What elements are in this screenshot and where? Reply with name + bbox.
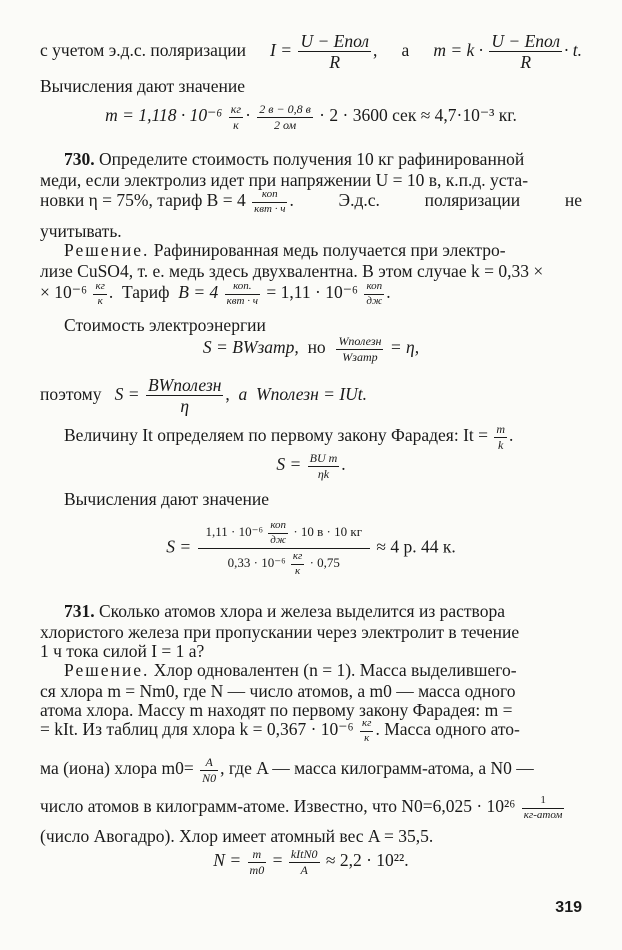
text-line: учитывать.: [40, 221, 122, 241]
fraction: $\frac{2 в - 0,8 в}{2 ом}$: [259, 102, 311, 132]
fraction: $\frac{A}{N0}$: [202, 755, 217, 785]
faraday-line: Величину It определяем по первому закону Фарадея: It = $\frac{m}{k}$ .: [64, 422, 514, 452]
fraction: $\frac{кг}{к}$: [230, 102, 242, 132]
formula-s: S = $\frac{\text{BU m}}{\eta k}$ .: [276, 451, 346, 481]
fraction: $\frac{m}{m0}$: [249, 847, 265, 877]
text-line: Стоимость электроэнергии: [64, 315, 266, 335]
text: · 2 · 3600 сек ≈ 4,7·10⁻³ кг.: [319, 105, 517, 126]
fraction: $\frac{\text{U − Eпол}}{R}$: [300, 31, 370, 73]
fraction: $\frac{\text{коп.}}{\text{квт · ч}}$: [226, 280, 259, 307]
solution-731-line6: число атомов в килограмм-атоме. Известно, что N0=6,025 · 10²⁶ $\frac{1}{\text{кг-атом}}$: [40, 794, 563, 821]
problem-730-line1: 730. Определите стоимость получения 10 кг рафинированной: [64, 149, 525, 169]
fraction: $\frac{кг}{к}$: [362, 717, 372, 744]
text-line: Вычисления дают значение: [40, 76, 245, 96]
formula: I =: [270, 39, 293, 60]
solution-731-line2: ся хлора m = Nm0, где N — число атомов, a m0 — масса одного: [40, 681, 516, 701]
solution-730-line2: лизе CuSO4, т. е. медь здесь двухвалентна. В этом случае k = 0,33 ×: [40, 261, 544, 281]
problem-731-line3: 1 ч тока силой I = 1 а?: [40, 641, 205, 661]
formula-mass: m = 1,118 · 10⁻⁶ $\frac{кг}{к}$ · $\frac{2 в - 0,8 в}{2 ом}$ · 2 · 3600 сек ≈ 4,7·10⁻³ кг.: [105, 102, 517, 132]
text: с учетом э.д.с. поляризации: [40, 39, 246, 60]
fraction: $\frac{\text{kItN0}}{A}$: [290, 847, 318, 877]
formula-therefore: поэтому S = $\frac{\text{BWполезн}}{\eta}$ , а Wполезн = IUt.: [40, 375, 368, 417]
fraction: $\frac{\text{U − Eпол}}{R}$: [491, 31, 560, 73]
problem-730-line3: новки η = 75%, тариф B = 4 $\frac{\text{коп}}{\text{квт · ч}}$ . Э.д.с. поляризации не: [40, 188, 582, 215]
fraction: $\frac{\text{коп}}{дж}$: [270, 519, 287, 546]
solution-731-line5: ма (иона) хлора m0= $\frac{A}{N0}$ , где A — масса килограмм-атома, а N0 —: [40, 755, 534, 785]
problem-731-line2: хлористого железа при пропускании через электролит в течение: [40, 622, 520, 642]
formula-n: N = $\frac{m}{m0}$ = $\frac{\text{kItN0}}{A}$ ≈ 2,2 · 10²².: [213, 847, 409, 877]
solution-730-line1: Решение. Рафинированная медь получается при электро-: [64, 240, 506, 260]
text: а: [401, 39, 410, 60]
fraction: $\frac{\text{Wполезн}}{\text{Wзатр}}$: [338, 334, 382, 364]
problem-730-line2: меди, если электролиз идет при напряжении U = 10 в, к.п.д. уста-: [40, 170, 529, 190]
page-number: 319: [555, 899, 582, 916]
fraction: $\frac{\text{коп}}{\text{квт · ч}}$: [254, 188, 286, 215]
fraction: $\frac{1}{\text{кг-атом}}$: [523, 794, 563, 821]
fraction: $\frac{кг}{к}$: [292, 550, 303, 577]
solution-731-line7: (число Авогадро). Хлор имеет атомный вес A = 35,5.: [40, 826, 434, 846]
polarization-line: с учетом э.д.с. поляризации I = $\frac{\text{U − Eпол}}{R}$ , а m = k · $\frac{\text{U − Eпол}}{R}$ · t.: [40, 31, 582, 73]
problem-731-line1: 731. Сколько атомов хлора и железа выделится из раствора: [64, 601, 505, 621]
formula: m = k ·: [433, 39, 484, 60]
solution-731-line3: атома хлора. Массу m находят по первому закону Фарадея: m =: [40, 700, 513, 720]
solution-730-line3: × 10⁻⁶ $\frac{кг}{к}$ . Тариф B = 4 $\frac{\text{коп.}}{\text{квт · ч}}$ = 1,11 · 10⁻⁶ $\frac{\text{коп}}{дж}$ .: [40, 280, 391, 307]
fraction: $\frac{m}{k}$: [496, 422, 506, 452]
fraction: $\frac{\text{BU m}}{\eta k}$: [309, 451, 338, 481]
fraction: $\frac{\text{коп}}{дж}$: [366, 280, 383, 307]
fraction: $\frac{кг}{к}$: [95, 280, 105, 307]
text-line: Вычисления дают значение: [64, 489, 269, 509]
fraction: $\frac{\text{BWполезн}}{\eta}$: [147, 375, 222, 417]
solution-731-line1: Решение. Хлор одновалентен (n = 1). Масса выделившего-: [64, 660, 517, 680]
formula-cost: S = BWзатр, но $\frac{\text{Wполезн}}{\text{Wзатр}}$ = η,: [202, 334, 420, 364]
formula-s-value: S = 1,11 · 10⁻⁶ $\frac{\text{коп}}{дж}$ · 10 в · 10 кг 0,33 · 10⁻⁶ $\frac{кг}{к}$ · 0,75 ≈ 4 р. 44 к.: [166, 519, 456, 577]
solution-731-line4: = kIt. Из таблиц для хлора k = 0,367 · 10⁻⁶ $\frac{кг}{к}$ . Масса одного ато-: [40, 717, 520, 744]
fraction: 1,11 · 10⁻⁶ $\frac{\text{коп}}{дж}$ · 10 в · 10 кг 0,33 · 10⁻⁶ $\frac{кг}{к}$ · 0,75: [198, 520, 371, 577]
